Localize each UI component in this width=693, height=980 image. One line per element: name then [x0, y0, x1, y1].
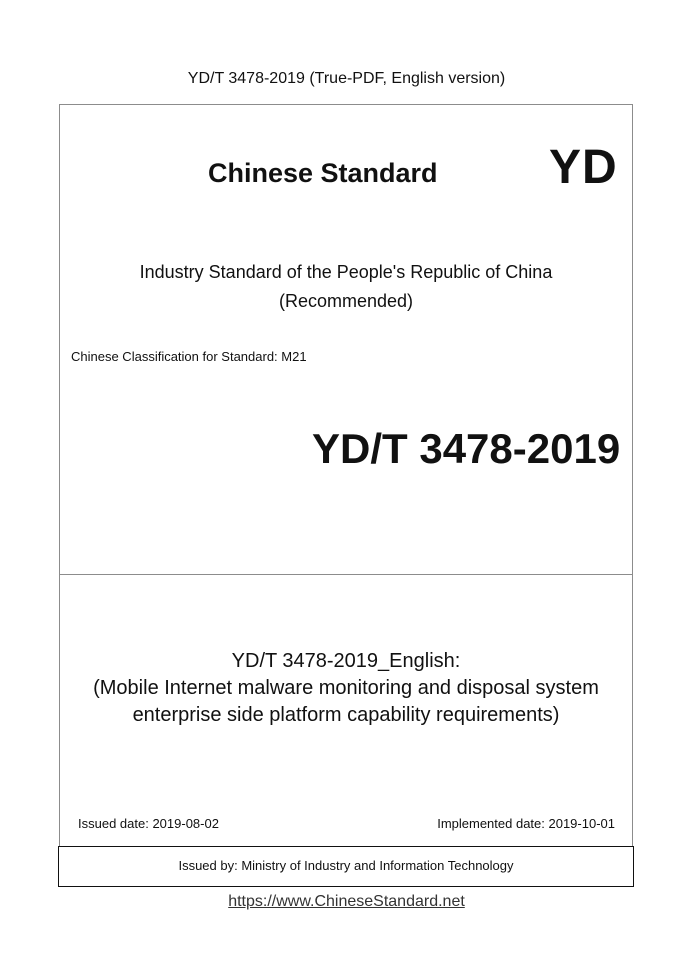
english-title-line-2: (Mobile Internet malware monitoring and disposal system: [93, 677, 599, 699]
industry-line-2: (Recommended): [278, 291, 414, 311]
industry-standard-label: [59, 258, 633, 316]
standard-code-mark: YD: [549, 141, 618, 194]
document-header-title: YD/T 3478-2019 (True-PDF, English version): [187, 70, 506, 87]
issuer-text: Issued by: Ministry of Industry and Information Technology: [178, 858, 514, 873]
issuer-box: [58, 846, 634, 887]
classification-label: Chinese Classification for Standard: M21: [71, 349, 307, 364]
standard-number: YD/T 3478-2019: [312, 425, 621, 472]
implemented-date: Implemented date: 2019-10-01: [437, 816, 615, 831]
cover-heading: Chinese Standard: [208, 158, 438, 188]
website-link[interactable]: https://www.ChineseStandard.net: [228, 893, 465, 910]
english-title-line-1: YD/T 3478-2019_English:: [231, 650, 461, 672]
english-title-block: [59, 648, 633, 729]
industry-line-1: Industry Standard of the People's Republic of China: [139, 262, 553, 282]
english-title-line-3: enterprise side platform capability requirements): [132, 704, 560, 726]
issued-date: Issued date: 2019-08-02: [78, 816, 219, 831]
